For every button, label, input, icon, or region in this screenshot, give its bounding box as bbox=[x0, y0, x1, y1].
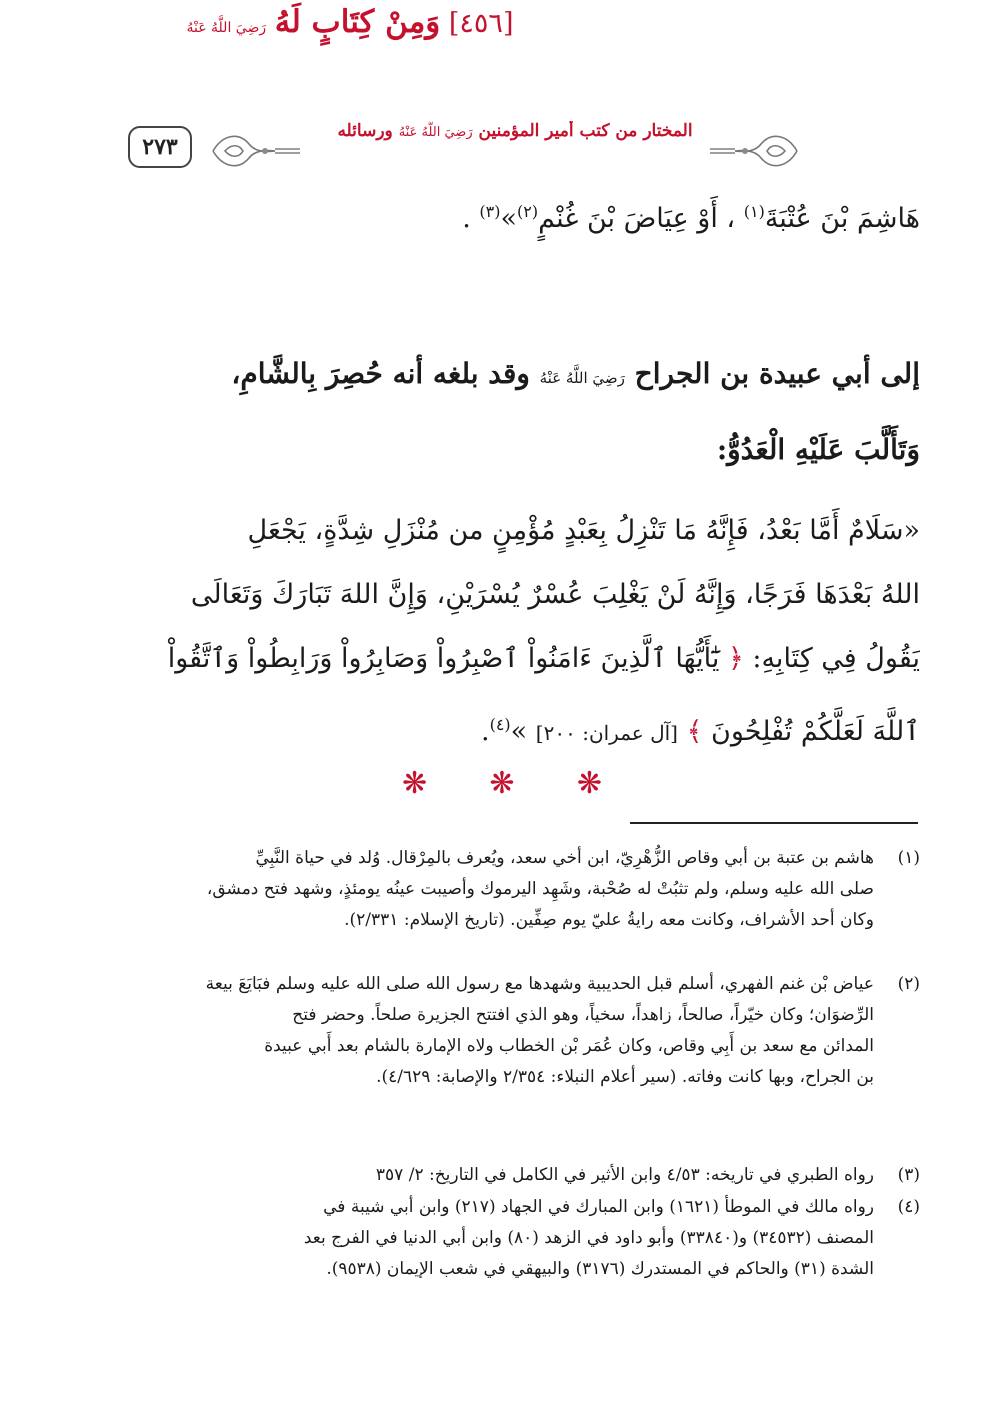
footnote-line: رواه مالك في الموطأ (١٦٢١) وابن المبارك في الجهاد (٢١٧) وابن أبي شيبة في bbox=[323, 1197, 874, 1217]
verse-text-2: ٱللَّهَ لَعَلَّكُمْ تُفْلِحُونَ bbox=[710, 716, 920, 747]
running-title-text: المختار من كتب أمير المؤمنين bbox=[478, 121, 693, 141]
opening-text: هَاشِمَ بْنَ عُتْبَةَ bbox=[764, 203, 920, 234]
footnote-line: هاشم بن عتبة بن أبي وقاص الزُّهْرِيّ، ابن أخي سعد، ويُعرف بالمِرْقال. وُلد في حياة النَّبِيِّ bbox=[255, 848, 874, 868]
closing-quote: » bbox=[500, 203, 518, 234]
star-icon: ❋ bbox=[489, 766, 515, 801]
verse-close-bracket: ﴾ bbox=[686, 716, 703, 747]
intro-line-2: وَتَأَلَّبَ عَلَيْهِ الْعَدُوُّ: bbox=[716, 433, 920, 466]
star-icon: ❋ bbox=[576, 766, 602, 801]
footnote-mark: (٤) bbox=[897, 1197, 920, 1217]
section-honorific: رَضِيَ اللَّهُ عَنْهُ bbox=[186, 20, 267, 36]
running-title bbox=[300, 121, 730, 141]
intro-text-b: وقد بلغه أنه حُصِرَ بِالشَّامِ، bbox=[231, 357, 530, 390]
footnote-ref-1[interactable]: (١) bbox=[743, 202, 765, 221]
footnote-separator bbox=[630, 822, 918, 824]
footnote-line: الرِّضوَان؛ وكان خيّراً، صالحاً، زاهداً، سخياً، وهو الذي افتتح الجزيرة صلحاً. وحضر فتح bbox=[292, 1005, 874, 1025]
footnote-line: رواه الطبري في تاريخه: ٤/٥٣ وابن الأثير في الكامل في التاريخ: ٢/ ٣٥٧ bbox=[375, 1165, 874, 1185]
letter-period: . bbox=[480, 716, 490, 747]
footnote-line: المدائن مع سعد بن أَبِي وقاص، وكان عُمَر بْن الخطاب ولاه الإمارة بالشام بعد أَبي عبيدة bbox=[264, 1036, 874, 1056]
footnote-line: الشدة (٣١) والحاكم في المستدرك (٣١٧٦) والبيهقي في شعب الإيمان (٩٥٣٨). bbox=[326, 1259, 874, 1279]
section-title: وَمِنْ كِتَابٍ لَهُ bbox=[274, 4, 441, 40]
intro-line-1 bbox=[150, 349, 920, 403]
letter-line-3-text: يَقُولُ فِي كِتَابِهِ: bbox=[752, 643, 920, 674]
star-icon: ❋ bbox=[402, 766, 428, 801]
footnote-ref-3[interactable]: (٣) bbox=[479, 202, 501, 221]
opening-text-middle: ، أَوْ عِيَاضَ بْنَ غُنْمٍ bbox=[538, 203, 736, 234]
letter-line-1: «سَلَامٌ أَمَّا بَعْدُ، فَإِنَّهُ مَا تَنْزِلُ بِعَبْدٍ مُؤْمِنٍ من مُنْزَلِ شِدَّةٍ، يَجْعَلِ bbox=[247, 515, 920, 546]
page-number: ٢٧٣ bbox=[128, 126, 192, 168]
footnote-line: بن الجراح، وبها كانت وفاته. (سير أعلام النبلاء: ٢/٣٥٤ والإصابة: ٤/٦٢٩). bbox=[376, 1067, 874, 1087]
footnote-ref-2[interactable]: (٢) bbox=[517, 202, 539, 221]
letter-line-2: اللهُ بَعْدَهَا فَرَجًا، وَإِنَّهُ لَنْ يَغْلِبَ عُسْرٌ يُسْرَيْنِ، وَإِنَّ اللهَ تَبَارَكَ وَتَعَالَى bbox=[190, 579, 920, 610]
footnote-line: وكان أحد الأشراف، وكانت معه رايةُ عليّ يوم صِفِّين. (تاريخ الإسلام: ٢/٣٣١). bbox=[344, 910, 874, 930]
footnote-line: المصنف (٣٤٥٣٢) و(٣٣٨٤٠) وأبو داود في الزهد (٨٠) وابن أبي الدنيا في الفرج بعد bbox=[303, 1228, 874, 1248]
letter-closing-quote: » bbox=[510, 716, 528, 747]
running-title-end: ورسائله bbox=[337, 121, 393, 141]
footnote-line: صلى الله عليه وسلم، ولم تثبُتْ له صُحْبة، وشَهِد اليرموك وأصيبت عينُه يومئذٍ، وشهد فتح دمشق، bbox=[206, 879, 874, 899]
letter-line-4 bbox=[150, 700, 920, 758]
verse-reference: [آل عمران: ٢٠٠] bbox=[535, 721, 678, 745]
footnote-2 bbox=[150, 969, 920, 1093]
section-heading bbox=[0, 0, 700, 50]
footnote-ref-4[interactable]: (٤) bbox=[489, 715, 511, 734]
footnote-3 bbox=[150, 1160, 920, 1191]
opening-period: . bbox=[462, 203, 471, 234]
intro-honorific: رَضِيَ اللَّهُ عَنْهُ bbox=[539, 369, 625, 387]
running-title-honorific: رَضِيَ اللَّهُ عَنْهُ bbox=[398, 125, 473, 140]
footnote-4 bbox=[150, 1192, 920, 1285]
footnote-mark: (٢) bbox=[897, 974, 920, 994]
footnote-mark: (٣) bbox=[897, 1165, 920, 1185]
section-divider-stars bbox=[402, 766, 602, 801]
verse-text-1: يَٰٓأَيُّهَا ٱلَّذِينَ ءَامَنُواْ ٱصْبِرُواْ وَصَابِرُواْ وَرَابِطُواْ وَٱتَّقُواْ bbox=[167, 643, 720, 674]
letter-line-3 bbox=[150, 634, 920, 684]
footnote-mark: (١) bbox=[897, 848, 920, 868]
footnote-line: عياض بْن غنم الفهري، أسلم قبل الحديبية وشهدها مع رسول الله صلى الله عليه وسلم فبَايَعَ بيعة bbox=[205, 974, 874, 994]
section-number: [٤٥٦] bbox=[448, 8, 514, 39]
verse-open-bracket: ﴿ bbox=[727, 643, 744, 674]
footnote-1 bbox=[150, 843, 920, 936]
intro-text-a: إلى أبي عبيدة بن الجراح bbox=[634, 357, 920, 390]
opening-line bbox=[150, 190, 920, 241]
